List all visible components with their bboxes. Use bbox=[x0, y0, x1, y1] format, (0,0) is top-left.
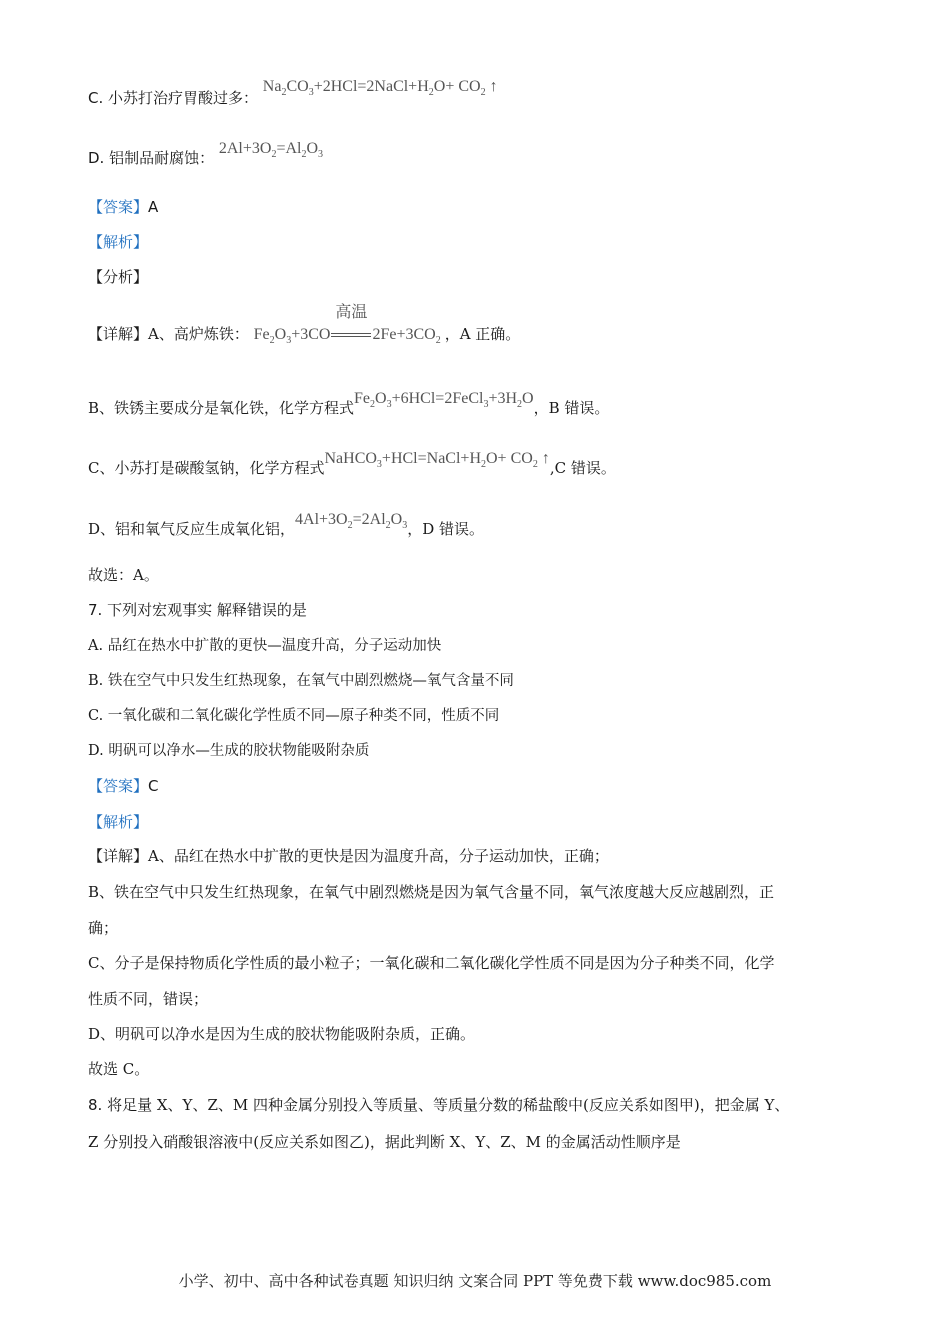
answer-tag: 【答案】 bbox=[88, 777, 149, 795]
q6-detail-b bbox=[88, 390, 610, 419]
answer-tag: 【答案】 bbox=[88, 198, 149, 216]
q7-stem bbox=[88, 600, 307, 620]
q7-detail-line: 【详解】A、品红在热水中扩散的更快是因为温度升高，分子运动加快，正确； bbox=[88, 847, 609, 865]
q8-stem-line-1: 8. 将足量 X、Y、Z、M 四种金属分别投入等质量、等质量分数的稀盐酸中(反应关系如图甲)，把金属 Y、 bbox=[88, 1096, 790, 1114]
q7-detail-line: 性质不同，错误； bbox=[88, 990, 209, 1008]
q6-detail-d-prefix: D、铝和氧气反应生成氧化铝， bbox=[88, 520, 296, 538]
q7-number: 7. bbox=[88, 601, 103, 619]
q6-detail-a bbox=[88, 304, 521, 346]
answer-value: C bbox=[148, 777, 159, 795]
q6-detail-d-suffix: ，D 错误。 bbox=[407, 520, 484, 538]
q6-answer bbox=[88, 197, 158, 217]
q6-option-c bbox=[88, 78, 498, 109]
q6-detail-a-suffix: ，A 正确。 bbox=[444, 325, 521, 343]
q6-option-d-label: D. 铝制品耐腐蚀： bbox=[88, 149, 215, 167]
fenxi-tag: 【分析】 bbox=[88, 268, 149, 286]
q6-detail-c-suffix: ,C 错误。 bbox=[549, 459, 616, 477]
q6-option-d-equation: $2Al+3O_2=Al_2O_3$ bbox=[218, 140, 324, 160]
answer-value: A bbox=[148, 198, 159, 216]
q6-conclusion: 故选：A。 bbox=[88, 566, 159, 584]
q6-detail-b-equation: $Fe_2O_3+6HCl=2FeCl_3+3H_2O$ bbox=[354, 390, 534, 410]
q8-stem-line-2: Z 分别投入硝酸银溶液中(反应关系如图乙)，据此判断 X、Y、Z、M 的金属活动性顺序是 bbox=[88, 1133, 681, 1151]
q6-option-d bbox=[88, 140, 324, 169]
analysis-tag: 【解析】 bbox=[88, 813, 149, 831]
q7-option-d: D. 明矾可以净水—生成的胶状物能吸附杂质 bbox=[88, 743, 370, 759]
footer-text: 小学、初中、高中各种试卷真题 知识归纳 文案合同 PPT 等免费下载 www.doc985.com bbox=[178, 1272, 772, 1290]
analysis-tag: 【解析】 bbox=[88, 233, 149, 251]
reaction-condition: 高温 bbox=[331, 325, 371, 345]
q6-detail-c bbox=[88, 450, 616, 479]
q6-detail-a-equation: $Fe_2O_3+3CO$ 高温 $2Fe+3CO_2$ bbox=[253, 304, 441, 346]
q7-detail-line: D、明矾可以净水是因为生成的胶状物能吸附杂质，正确。 bbox=[88, 1025, 476, 1043]
q7-answer bbox=[88, 776, 159, 796]
q6-detail-c-prefix: C、小苏打是碳酸氢钠，化学方程式 bbox=[88, 459, 325, 477]
q7-detail-line: C、分子是保持物质化学性质的最小粒子；一氧化碳和二氧化碳化学性质不同是因为分子种类不同，化学 bbox=[88, 954, 775, 972]
q7-stem-text: 下列对宏观事实 解释错误的是 bbox=[107, 601, 307, 619]
q7-detail-line: B、铁在空气中只发生红热现象，在氧气中剧烈燃烧是因为氧气含量不同，氧气浓度越大反应越剧烈，正 bbox=[88, 883, 775, 901]
q6-option-c-label: C. 小苏打治疗胃酸过多： bbox=[88, 89, 259, 107]
q6-detail-b-prefix: B、铁锈主要成分是氧化铁，化学方程式 bbox=[88, 399, 355, 417]
q6-option-c-equation: $Na_2CO_3+2HCl=2NaCl+H_2O+ CO_2$ ↑ bbox=[262, 78, 498, 98]
q7-option-c: C. 一氧化碳和二氧化碳化学性质不同—原子种类不同，性质不同 bbox=[88, 708, 500, 724]
q6-detail-b-suffix: ，B 错误。 bbox=[533, 399, 610, 417]
q6-detail-d bbox=[88, 511, 484, 540]
q6-detail-d-equation: $4Al+3O_2=2Al_2O_3$ bbox=[295, 511, 408, 531]
q6-detail-a-prefix: 【详解】A、高炉炼铁： bbox=[88, 325, 249, 343]
q7-option-b: B. 铁在空气中只发生红热现象，在氧气中剧烈燃烧—氧气含量不同 bbox=[88, 673, 514, 689]
q7-conclusion: 故选 C。 bbox=[88, 1060, 150, 1078]
q6-detail-c-equation: $NaHCO_3+HCl=NaCl+H_2O+ CO_2$ ↑ bbox=[324, 450, 550, 470]
q8-number: 8. bbox=[88, 1096, 103, 1114]
q7-detail-line: 确； bbox=[88, 919, 119, 937]
q7-option-a: A. 品红在热水中扩散的更快—温度升高，分子运动加快 bbox=[88, 638, 442, 654]
